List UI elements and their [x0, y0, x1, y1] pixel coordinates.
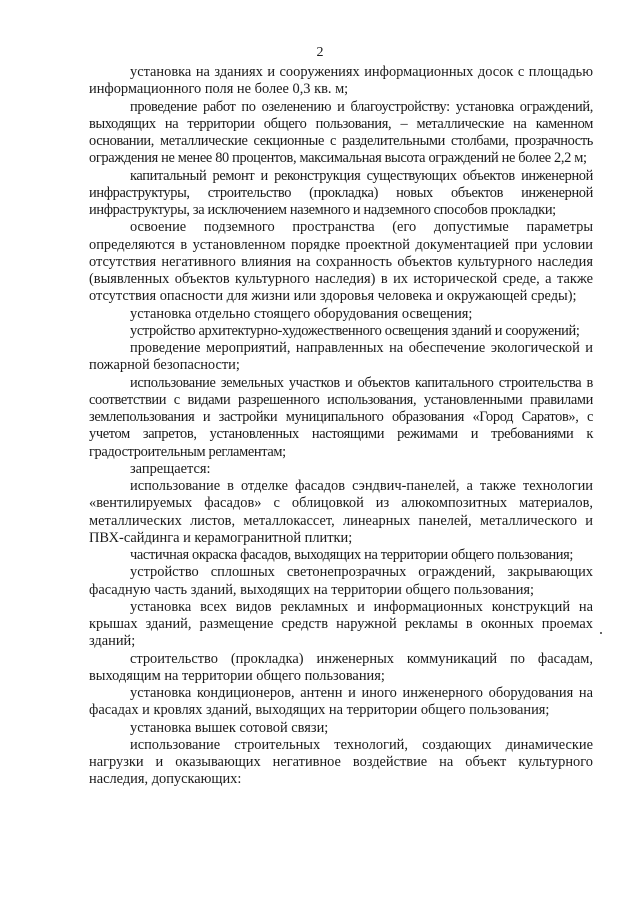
paragraph: использование строительных технологий, создающих динамические нагрузки и оказывающих негативное воздействие на объект культурного наследия, допускающих:	[89, 736, 593, 788]
paragraph: установка кондиционеров, антенн и иного инженерного оборудования на фасадах и кровлях зданий, выходящих на территории общего пользования;	[89, 685, 593, 719]
paragraph: использование в отделке фасадов сэндвич-панелей, а также технологии «вентилируемых фасадов» с облицовкой из алюкомпозитных материалов, металлических листов, металлокассет, линеарных панелей, металлического и ПВХ-сайдинга и керамогранитной плитки;	[89, 478, 593, 546]
paragraph: устройство архитектурно-художественного освещения зданий и сооружений;	[130, 322, 580, 339]
scan-mark	[600, 632, 602, 634]
paragraph: установка отдельно стоящего оборудования освещения;	[130, 305, 473, 322]
paragraph: частичная окраска фасадов, выходящих на территории общего пользования;	[130, 547, 574, 563]
paragraph: установка всех видов рекламных и информационных конструкций на крышах зданий, размещение средств наружной рекламы в оконных проемах зданий;	[89, 598, 593, 650]
paragraph: установка на зданиях и сооружениях информационных досок с площадью информационного поля не более 0,3 кв. м;	[89, 64, 593, 98]
paragraph: освоение подземного пространства (его допустимые параметры определяются в установленном порядке проектной документацией при условии отсутствия негативного влияния на сохранность объектов культурного наследия (выявленных объектов культурного наследия) в их исторической среде, а также отсутствия опасности для жизни или здоровья человека и окружающей среды);	[89, 219, 593, 305]
paragraph: капитальный ремонт и реконструкция существующих объектов инженерной инфраструктуры, строительство (прокладка) новых объектов инженерной инфраструктуры, за исключением наземного и надземного способов прокладки;	[89, 167, 593, 218]
paragraph: строительство (прокладка) инженерных коммуникаций по фасадам, выходящим на территории общего пользования;	[89, 650, 593, 684]
paragraph: использование земельных участков и объектов капитального строительства в соответствии с видами разрешенного использования, установленными правилами землепользования и застройки муниципального образования «Город Саратов», с учетом запретов, установленных настоящими режимами и требованиями к градостроительным регламентам;	[89, 374, 593, 460]
paragraph: проведение работ по озеленению и благоустройству: установка ограждений, выходящих на территории общего пользования, – металлические на каменном основании, металлические секционные с разделительными столбами, прозрачность ограждения не менее 80 процентов, максимальная высота ограждений не более 2,2 м;	[89, 98, 593, 167]
paragraph: запрещается:	[130, 460, 211, 477]
paragraph: установка вышек сотовой связи;	[130, 719, 329, 736]
document-body	[89, 64, 593, 789]
page-number: 2	[316, 45, 324, 60]
paragraph: устройство сплошных светонепрозрачных ограждений, закрывающих фасадную часть зданий, выходящих на территории общего пользования;	[89, 564, 593, 598]
paragraph: проведение мероприятий, направленных на обеспечение экологической и пожарной безопасности;	[89, 340, 593, 374]
